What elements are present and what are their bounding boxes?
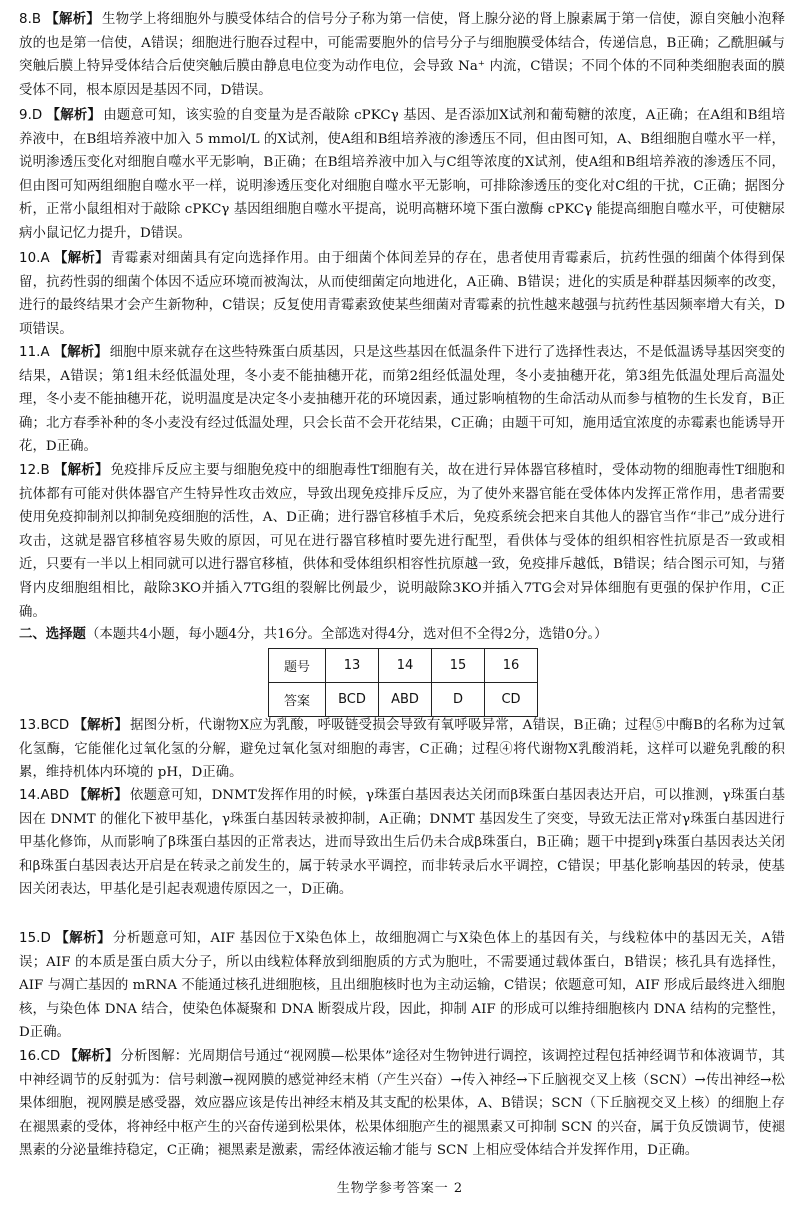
answer-item-15	[19, 927, 785, 1047]
item-number: 16.	[19, 1049, 41, 1064]
answer-item-12	[19, 459, 785, 627]
table-cell: ABD	[379, 683, 432, 717]
analysis-tag: 【解析】	[45, 11, 101, 27]
answer-item-14	[19, 784, 785, 928]
item-answer: D	[40, 931, 51, 946]
analysis-text: 细胞中原来就存在这些特殊蛋白质基因，只是这些基因在低温条件下进行了选择性表达，不是低温诱导基因突变的结果，A错误；第1组未经低温处理，冬小麦不能抽穗开花，而第2组经低温处理，冬小麦抽穗开花，第3组先低温处理后高温处理，冬小麦不能抽穗开花，说明温度是决定冬小麦抽穗开花的环境因素，通过影响植物的生命活动从而参与植物的生长发育，B正确；北方春季补种的冬小麦没有经过低温处理，只会长苗不会开花结果，C正确；由题干可知，施用适宜浓度的赤霉素也能诱导开花，D正确。	[19, 345, 785, 455]
item-answer: CD	[40, 1049, 61, 1064]
table-cell: D	[432, 683, 485, 717]
item-answer: B	[40, 463, 50, 478]
item-answer: D	[31, 108, 43, 123]
item-number: 10.	[19, 251, 41, 266]
answer-item-9	[19, 104, 785, 248]
analysis-text: 分析题意可知，AIF 基因位于X染色体上，故细胞凋亡与X染色体上的基因有关，与线粒体中的基因无关，A错误；AIF 的本质是蛋白质大分子，所以由线粒体释放到细胞质的方式为胞吐，不需要通过载体蛋白，B错误；核孔具有选择性，AIF 与凋亡基因的 mRNA 不能通过核孔进细胞核，且出细胞核时也为主动运输，C错误；依题意可知，AIF 形成后最终进入细胞核，与染色体 DNA 结合，使染色体凝聚和 DNA 断裂成片段，因此，抑制 AIF 的形成可以维持细胞核内 DNA 结构的完整性，D正确。	[19, 931, 785, 1041]
answer-item-8	[19, 8, 785, 104]
analysis-tag: 【解析】	[73, 717, 129, 733]
section-2-heading	[19, 622, 785, 647]
answer-item-16	[19, 1045, 785, 1167]
analysis-text: 由题意可知，该实验的自变量为是否敲除 cPKCγ 基因、是否添加X试剂和葡萄糖的浓度，A正确；在A组和B组培养液中，在B组培养液中加入 5 mmol/L 的X试剂，使A组和B组培养液的渗透压不同，但由图可知，A、B组细胞自噬水平一样，说明渗透压变化对细胞自噬水平无影响，B正确；在B组培养液中加入与C组等浓度的X试剂，使A组和B组培养液的渗透压不同，但由图可知两组细胞自噬水平一样，说明渗透压变化对细胞自噬水平无影响，可排除渗透压的变化对C组的干扰，C正确；据图分析，正常小鼠组相对于敲除 cPKCγ 基因组细胞自噬水平提高，说明高糖环境下蛋白激酶 cPKCγ 能提高细胞自噬水平，可使糖尿病小鼠记忆力提升，D错误。	[19, 108, 785, 241]
item-answer: B	[31, 12, 42, 27]
item-number: 11.	[19, 345, 41, 360]
analysis-text: 分析图解：光周期信号通过“视网膜—松果体”途径对生物钟进行调控，该调控过程包括神经调节和体液调节，其中神经调节的反射弧为：信号刺激→视网膜的感觉神经末梢（产生兴奋）→传入神经→下丘脑视交叉上核（SCN）→传出神经→松果体细胞，视网膜是感受器，效应器应该是传出神经末梢及其支配的松果体，A、B错误；SCN（下丘脑视交叉上核）的细胞上存在褪黑素的受体，将神经中枢产生的兴奋传递到松果体，松果体细胞产生的褪黑素又可抑制 SCN 的兴奋，属于负反馈调节，使褪黑素的分泌量维持稳定，C正确；褪黑素是激素，需经体液运输才能与 SCN 上相应受体结合并发挥作用，D正确。	[19, 1049, 785, 1159]
analysis-tag: 【解析】	[64, 1048, 119, 1064]
item-number: 13.	[19, 718, 41, 733]
answer-item-11	[19, 341, 785, 461]
item-answer: ABD	[40, 788, 70, 803]
table-row	[269, 683, 538, 717]
item-answer: BCD	[40, 718, 70, 733]
analysis-text: 据图分析，代谢物X应为乳酸，呼吸链受损会导致有氧呼吸异常，A错误，B正确；过程⑤中酶B的名称为过氧化氢酶，它能催化过氧化氢的分解，避免过氧化氢对细胞的毒害，C正确；过程④将代谢物X乳酸消耗，这样可以避免乳酸的积累，维持机体内环境的 pH，D正确。	[19, 718, 785, 781]
table-cell: CD	[485, 683, 538, 717]
answer-item-13	[19, 714, 785, 786]
item-answer: A	[40, 345, 50, 360]
table-header-cell: 答案	[269, 683, 326, 717]
analysis-tag: 【解析】	[53, 462, 109, 478]
table-cell: 13	[326, 649, 379, 683]
analysis-tag: 【解析】	[46, 107, 102, 123]
page-footer: 生物学参考答案一 2	[336, 1181, 464, 1196]
section-title: 二、选择题	[19, 626, 86, 642]
table-cell: BCD	[326, 683, 379, 717]
table-row	[269, 649, 538, 683]
table-cell: 16	[485, 649, 538, 683]
item-number: 9.	[19, 108, 32, 123]
analysis-text: 免疫排斥反应主要与细胞免疫中的细胞毒性T细胞有关，故在进行异体器官移植时，受体动物的细胞毒性T细胞和抗体都有可能对供体器官产生特异性攻击效应，导致出现免疫排斥反应，为了使外来器官能在受体体内发挥正常作用，患者需要使用免疫抑制剂以抑制免疫细胞的活性，A、D正确；进行器官移植手术后，免疫系统会把来自其他人的器官当作“非己”成分进行攻击，这就是器官移植容易失败的原因，可见在进行器官移植时要先进行配型，看供体与受体的组织相容性抗原是否一致或相近，只要有一半以上相同就可以进行器官移植，供体和受体组织相容性抗原越一致，免疫排斥越低，B错误；结合图示可知，与猪肾内皮细胞组相比，敲除3KO并插入7TG组的裂解比例最少，说明敲除3KO并插入7TG会对异体细胞有更强的保护作用，C正确。	[19, 463, 785, 620]
analysis-tag: 【解析】	[73, 787, 128, 803]
item-number: 15.	[19, 931, 41, 946]
item-number: 14.	[19, 788, 41, 803]
item-number: 8.	[19, 12, 32, 27]
answer-table	[268, 648, 538, 717]
analysis-text: 青霉素对细菌具有定向选择作用。由于细菌个体间差异的存在，患者使用青霉素后，抗药性强的细菌个体得到保留，抗药性弱的细菌个体因不适应环境而被淘汰，从而使细菌定向地进化，A正确、B错误；进化的实质是种群基因频率的改变，进行的最终结果才会产生新物种，C错误；反复使用青霉素致使某些细菌对青霉素的抗性越来越强与抗药性基因频率增大有关，D项错误。	[19, 251, 785, 337]
analysis-tag: 【解析】	[53, 344, 108, 360]
table-header-cell: 题号	[269, 649, 326, 683]
item-number: 12.	[19, 463, 41, 478]
table-cell: 15	[432, 649, 485, 683]
analysis-text: 依题意可知，DNMT发挥作用的时候，γ珠蛋白基因表达关闭而β珠蛋白基因表达开启，可以推测，γ珠蛋白基因在 DNMT 的催化下被甲基化，γ珠蛋白基因转录被抑制，A正确；DNMT 基因发生了突变，导致无法正常对γ珠蛋白基因进行甲基化修饰，从而影响了β珠蛋白基因的正常表达，进而导致出生后仍未合成β珠蛋白，B正确；题干中提到γ珠蛋白基因表达关闭和β珠蛋白基因表达开启是在转录之前发生的，属于转录水平调控，而非转录后水平调控，C错误；甲基化影响基因的转录，使基因关闭表达，甲基化是引起表观遗传原因之一，D正确。	[19, 788, 785, 898]
analysis-tag: 【解析】	[53, 250, 110, 266]
table-cell: 14	[379, 649, 432, 683]
item-answer: A	[40, 251, 50, 266]
analysis-tag: 【解析】	[54, 930, 112, 946]
section-description: （本题共4小题，每小题4分，共16分。全部选对得4分，选对但不全得2分，选错0分。）	[85, 627, 608, 642]
analysis-text: 生物学上将细胞外与膜受体结合的信号分子称为第一信使，肾上腺分泌的肾上腺素属于第一信使，源自突触小泡释放的也是第一信使，A错误；细胞进行胞吞过程中，可能需要胞外的信号分子与细胞膜受体结合，传递信息，B正确；乙酰胆碱与突触后膜上特异受体结合后使突触后膜由静息电位变为动作电位，会导致 Na⁺ 内流，C错误；不同个体的不同种类细胞表面的膜受体不同，根本原因是基因不同，D错误。	[19, 12, 785, 98]
answer-item-10	[19, 247, 785, 343]
